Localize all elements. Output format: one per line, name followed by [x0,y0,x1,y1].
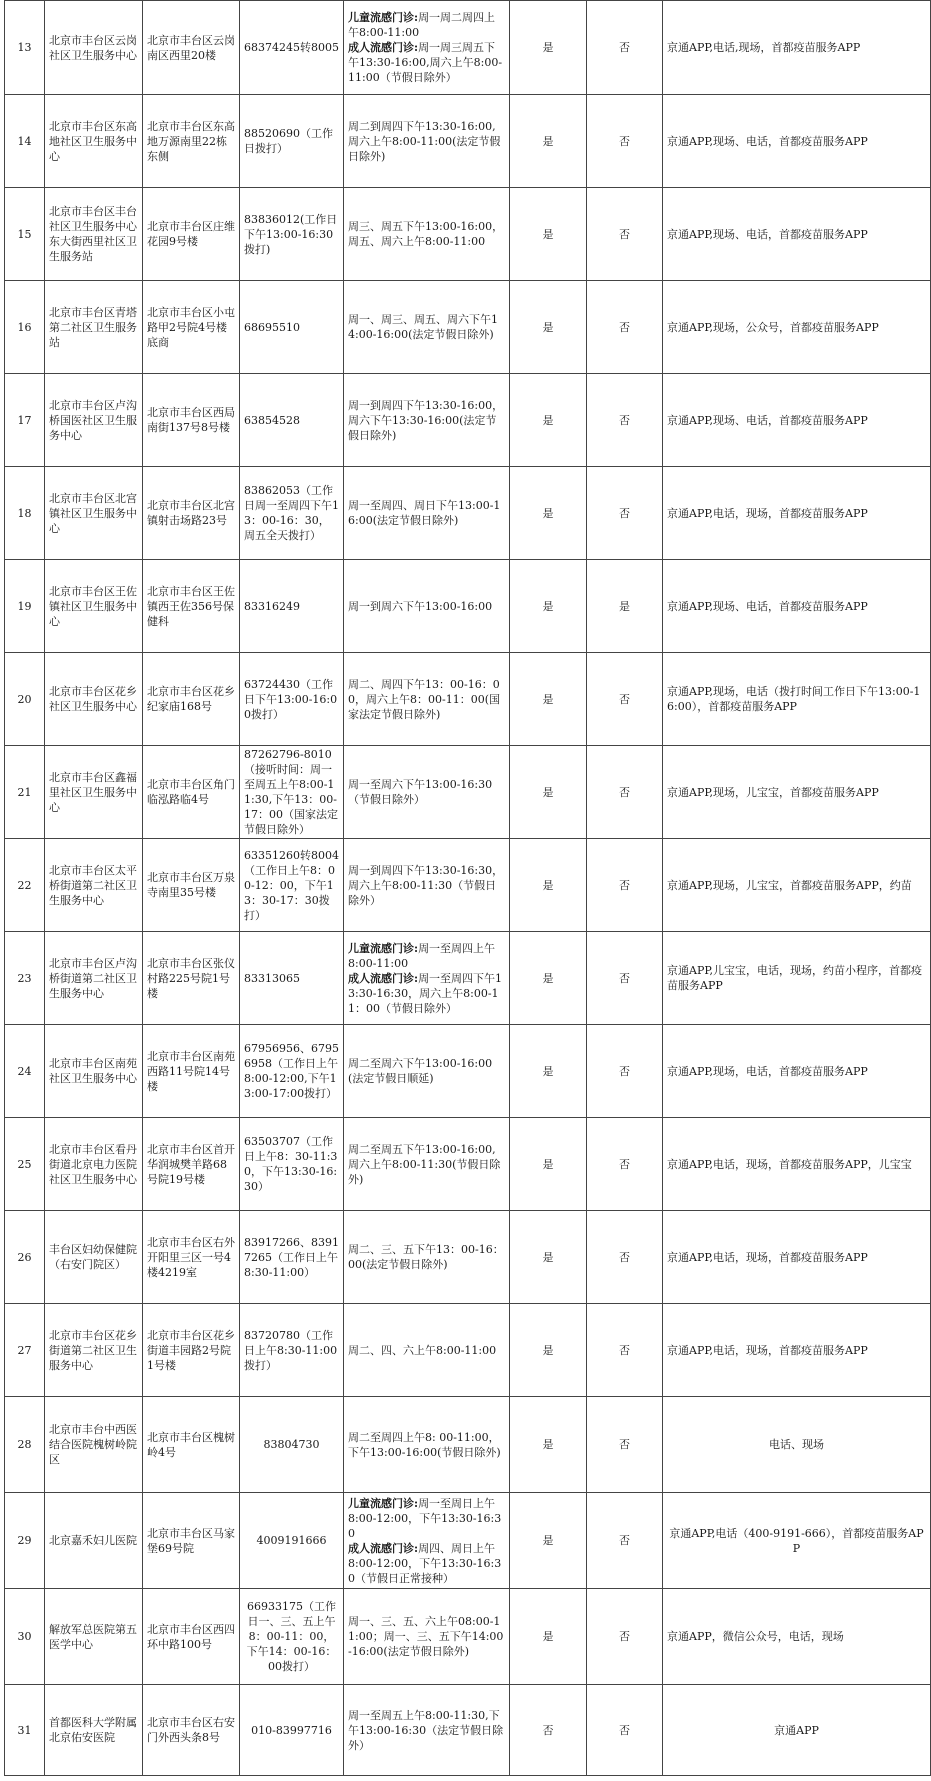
site-name: 北京市丰台中西医结合医院槐树岭院区 [45,1397,143,1493]
site-hours: 周二至周四上午8: 00-11:00，下午13:00-16:00(节假日除外) [344,1397,510,1493]
site-address: 北京市丰台区庄维花园9号楼 [143,188,240,281]
booking-channels: 京通APP，微信公众号，电话，现场 [663,1589,931,1685]
table-row [5,839,931,932]
column-6-flag: 否 [587,467,663,560]
column-5-flag: 是 [510,746,587,839]
hours-line [348,1541,505,1586]
booking-channels: 电话、现场 [663,1397,931,1493]
row-number: 19 [5,560,45,653]
site-hours: 周一到周四下午13:30-16:30，周六上午8:00-11:30（节假日除外） [344,839,510,932]
booking-channels: 京通APP,现场，儿宝宝，首都疫苗服务APP，约苗 [663,839,931,932]
site-phone: 68374245转8005 [240,1,344,95]
row-number: 25 [5,1118,45,1211]
column-5-flag: 是 [510,560,587,653]
booking-channels: 京通APP,现场、电话，首都疫苗服务APP [663,560,931,653]
column-5-flag: 是 [510,1,587,95]
site-hours: 周三、周五下午13:00-16:00，周五、周六上午8:00-11:00 [344,188,510,281]
site-name: 北京市丰台区云岗社区卫生服务中心 [45,1,143,95]
table-row [5,281,931,374]
table-row [5,1211,931,1304]
site-phone: 68695510 [240,281,344,374]
column-5-flag: 是 [510,1397,587,1493]
site-address: 北京市丰台区西局南街137号8号楼 [143,374,240,467]
row-number: 30 [5,1589,45,1685]
site-name: 解放军总医院第五医学中心 [45,1589,143,1685]
row-number: 22 [5,839,45,932]
table-row [5,1493,931,1589]
site-phone: 83804730 [240,1397,344,1493]
column-5-flag: 是 [510,467,587,560]
row-number: 16 [5,281,45,374]
site-name: 北京市丰台区太平桥街道第二社区卫生服务中心 [45,839,143,932]
table-row [5,1397,931,1493]
site-address: 北京市丰台区槐树岭4号 [143,1397,240,1493]
site-phone: 88520690（工作日拨打） [240,95,344,188]
site-phone: 63351260转8004（工作日上午8：00-12：00，下午13：30-17：30拨打） [240,839,344,932]
hours-line [348,40,505,85]
site-name: 北京市丰台区北宫镇社区卫生服务中心 [45,467,143,560]
booking-channels: 京通APP,现场、电话，首都疫苗服务APP [663,95,931,188]
column-5-flag: 是 [510,932,587,1025]
site-name: 北京市丰台区花乡社区卫生服务中心 [45,653,143,746]
column-6-flag: 否 [587,1,663,95]
site-name: 首都医科大学附属北京佑安医院 [45,1685,143,1776]
site-address: 北京市丰台区万泉寺南里35号楼 [143,839,240,932]
site-name: 北京市丰台区丰台社区卫生服务中心东大街西里社区卫生服务站 [45,188,143,281]
hours-line-label: 儿童流感门诊: [348,941,419,955]
column-5-flag: 是 [510,1304,587,1397]
site-address: 北京市丰台区东高地万源南里22栋东侧 [143,95,240,188]
site-address: 北京市丰台区西四环中路100号 [143,1589,240,1685]
site-address: 北京市丰台区南苑西路11号院14号楼 [143,1025,240,1118]
booking-channels: 京通APP,现场，儿宝宝，首都疫苗服务APP [663,746,931,839]
site-address: 北京市丰台区小屯路甲2号院4号楼底商 [143,281,240,374]
row-number: 20 [5,653,45,746]
table-row [5,188,931,281]
hours-line-label: 儿童流感门诊: [348,11,419,24]
hours-line-text: 周一至周四下午13:30-16:30，周六上午8:00-11：00（节假日除外） [348,971,503,1015]
site-phone: 010-83997716 [240,1685,344,1776]
row-number: 14 [5,95,45,188]
hours-line [348,10,505,40]
column-6-flag: 否 [587,653,663,746]
row-number: 21 [5,746,45,839]
booking-channels: 京通APP,现场、电话，首都疫苗服务APP [663,188,931,281]
row-number: 29 [5,1493,45,1589]
site-phone: 83836012(工作日下午13:00-16:30拨打) [240,188,344,281]
table-row [5,560,931,653]
site-hours [344,1,510,95]
booking-channels: 京通APP [663,1685,931,1776]
table-row [5,932,931,1025]
column-6-flag: 否 [587,1118,663,1211]
row-number: 17 [5,374,45,467]
booking-channels: 京通APP,电话，现场，首都疫苗服务APP [663,1211,931,1304]
site-hours: 周一至周六下午13:00-16:30（节假日除外） [344,746,510,839]
row-number: 23 [5,932,45,1025]
booking-channels: 京通APP,电话，现场，首都疫苗服务APP [663,467,931,560]
column-5-flag: 是 [510,1493,587,1589]
site-address: 北京市丰台区花乡纪家庙168号 [143,653,240,746]
row-number: 24 [5,1025,45,1118]
site-hours: 周一至周四、周日下午13:00-16:00(法定节假日除外) [344,467,510,560]
hours-line-text: 周一周三周五下午13:30-16:00,周六上午8:00-11:00（节假日除外） [348,41,503,84]
site-name: 北京市丰台区卢沟桥国医社区卫生服务中心 [45,374,143,467]
site-name: 北京市丰台区看丹街道北京电力医院社区卫生服务中心 [45,1118,143,1211]
hours-line-text: 周一周二周四上午8:00-11:00 [348,11,496,39]
site-hours: 周二、三、五下午13：00-16：00(法定节假日除外) [344,1211,510,1304]
site-address: 北京市丰台区王佐镇西王佐356号保健科 [143,560,240,653]
hours-line-text: 周一至周四上午8:00-11:00 [348,941,496,970]
site-name: 北京市丰台区卢沟桥街道第二社区卫生服务中心 [45,932,143,1025]
site-name: 北京市丰台区花乡街道第二社区卫生服务中心 [45,1304,143,1397]
site-phone: 87262796-8010（接听时间：周一至周五上午8:00-11:30,下午13：00-17：00（国家法定节假日除外） [240,746,344,839]
site-address: 北京市丰台区马家堡69号院 [143,1493,240,1589]
booking-channels: 京通APP,现场，电话，首都疫苗服务APP [663,1025,931,1118]
booking-channels: 京通APP,电话，现场，首都疫苗服务APP [663,1304,931,1397]
column-6-flag: 否 [587,746,663,839]
hours-line-label: 儿童流感门诊: [348,1496,419,1510]
column-5-flag: 是 [510,95,587,188]
hours-line-text: 周四、周日上午8:00-12:00，下午13:30-16:30（节假日正常接种） [348,1541,502,1585]
row-number: 18 [5,467,45,560]
column-5-flag: 是 [510,1118,587,1211]
column-6-flag: 是 [587,560,663,653]
site-address: 北京市丰台区张仪村路225号院1号楼 [143,932,240,1025]
site-address: 北京市丰台区首开华润城樊羊路68号院19号楼 [143,1118,240,1211]
site-phone: 63724430（工作日下午13:00-16:00拨打） [240,653,344,746]
column-5-flag: 是 [510,374,587,467]
site-phone: 4009191666 [240,1493,344,1589]
row-number: 26 [5,1211,45,1304]
site-address: 北京市丰台区花乡街道丰园路2号院1号楼 [143,1304,240,1397]
column-5-flag: 是 [510,1589,587,1685]
hours-line-label: 成人流感门诊: [348,1541,419,1555]
site-hours: 周一到周六下午13:00-16:00 [344,560,510,653]
booking-channels: 京通APP,现场、电话，首都疫苗服务APP [663,374,931,467]
site-hours: 周一、周三、周五、周六下午14:00-16:00(法定节假日除外) [344,281,510,374]
booking-channels: 京通APP,儿宝宝，电话，现场，约苗小程序，首都疫苗服务APP [663,932,931,1025]
column-6-flag: 否 [587,281,663,374]
site-hours: 周二到周四下午13:30-16:00,周六上午8:00-11:00(法定节假日除外) [344,95,510,188]
table-row [5,374,931,467]
booking-channels: 京通APP,现场，公众号，首都疫苗服务APP [663,281,931,374]
row-number: 13 [5,1,45,95]
site-name: 北京嘉禾妇儿医院 [45,1493,143,1589]
column-6-flag: 否 [587,1211,663,1304]
column-6-flag: 否 [587,839,663,932]
site-address: 北京市丰台区云岗南区西里20楼 [143,1,240,95]
row-number: 28 [5,1397,45,1493]
row-number: 15 [5,188,45,281]
column-6-flag: 否 [587,1397,663,1493]
row-number: 27 [5,1304,45,1397]
booking-channels: 京通APP,电话，现场，首都疫苗服务APP，儿宝宝 [663,1118,931,1211]
column-5-flag: 是 [510,839,587,932]
hours-line [348,941,505,971]
site-address: 北京市丰台区右安门外西头条8号 [143,1685,240,1776]
site-phone: 67956956、67956958（工作日上午8:00-12:00,下午13:00-17:00拨打） [240,1025,344,1118]
booking-channels: 京通APP,电话（400-9191-666），首都疫苗服务APP [663,1493,931,1589]
site-name: 北京市丰台区南苑社区卫生服务中心 [45,1025,143,1118]
site-phone: 83862053（工作日周一至周四下午13：00-16：30，周五全天拨打） [240,467,344,560]
column-5-flag: 是 [510,1025,587,1118]
row-number: 31 [5,1685,45,1776]
hours-line [348,971,505,1016]
site-hours: 周一到周四下午13:30-16:00，周六下午13:30-16:00(法定节假日除外) [344,374,510,467]
booking-channels: 京通APP,现场，电话（拨打时间工作日下午13:00-16:00），首都疫苗服务APP [663,653,931,746]
column-6-flag: 否 [587,1685,663,1776]
hours-line-label: 成人流感门诊: [348,971,419,985]
hours-line-label: 成人流感门诊: [348,41,419,54]
table-row [5,746,931,839]
column-5-flag: 是 [510,281,587,374]
hours-line-text: 周一至周日上午8:00-12:00，下午13:30-16:30 [348,1496,502,1540]
site-hours: 周二、周四下午13：00-16：00，周六上午8：00-11：00(国家法定节假日除外) [344,653,510,746]
table-row [5,1304,931,1397]
column-5-flag: 是 [510,1211,587,1304]
site-hours: 周一至周五上午8:00-11:30,下午13:00-16:30（法定节假日除外） [344,1685,510,1776]
table-row [5,95,931,188]
column-5-flag: 是 [510,653,587,746]
site-hours: 周二至周六下午13:00-16:00(法定节假日顺延) [344,1025,510,1118]
column-5-flag: 否 [510,1685,587,1776]
column-6-flag: 否 [587,374,663,467]
column-5-flag: 是 [510,188,587,281]
column-6-flag: 否 [587,1304,663,1397]
column-6-flag: 否 [587,1025,663,1118]
site-hours [344,1493,510,1589]
site-name: 北京市丰台区鑫福里社区卫生服务中心 [45,746,143,839]
site-phone: 83313065 [240,932,344,1025]
table-row [5,1,931,95]
site-phone: 83316249 [240,560,344,653]
site-hours: 周一、三、五、六上午08:00-11:00；周一、三、五下午14:00-16:00(法定节假日除外) [344,1589,510,1685]
table-row [5,1685,931,1776]
site-phone: 63854528 [240,374,344,467]
table-row [5,1118,931,1211]
site-phone: 63503707（工作日上午8：30-11:30，下午13:30-16:30） [240,1118,344,1211]
column-6-flag: 否 [587,932,663,1025]
site-phone: 66933175（工作日一、三、五上午8：00-11：00，下午14：00-16：00拨打） [240,1589,344,1685]
site-address: 北京市丰台区北宫镇射击场路23号 [143,467,240,560]
site-name: 丰台区妇幼保健院（右安门院区） [45,1211,143,1304]
site-hours: 周二、四、六上午8:00-11:00 [344,1304,510,1397]
table-row [5,467,931,560]
site-hours: 周二至周五下午13:00-16:00,周六上午8:00-11:30(节假日除外) [344,1118,510,1211]
site-address: 北京市丰台区角门临泓路临4号 [143,746,240,839]
table-row [5,1025,931,1118]
site-hours [344,932,510,1025]
hours-line [348,1496,505,1541]
column-6-flag: 否 [587,1493,663,1589]
booking-channels: 京通APP,电话,现场，首都疫苗服务APP [663,1,931,95]
vaccination-sites-table [4,0,931,1776]
site-phone: 83917266、83917265（工作日上午8:30-11:00） [240,1211,344,1304]
site-name: 北京市丰台区东高地社区卫生服务中心 [45,95,143,188]
site-address: 北京市丰台区右外开阳里三区一号4楼4219室 [143,1211,240,1304]
table-row [5,653,931,746]
column-6-flag: 否 [587,188,663,281]
site-name: 北京市丰台区王佐镇社区卫生服务中心 [45,560,143,653]
column-6-flag: 否 [587,95,663,188]
table-row [5,1589,931,1685]
column-6-flag: 否 [587,1589,663,1685]
table-body [5,1,931,1776]
site-name: 北京市丰台区青塔第二社区卫生服务站 [45,281,143,374]
site-phone: 83720780（工作日上午8:30-11:00拨打） [240,1304,344,1397]
